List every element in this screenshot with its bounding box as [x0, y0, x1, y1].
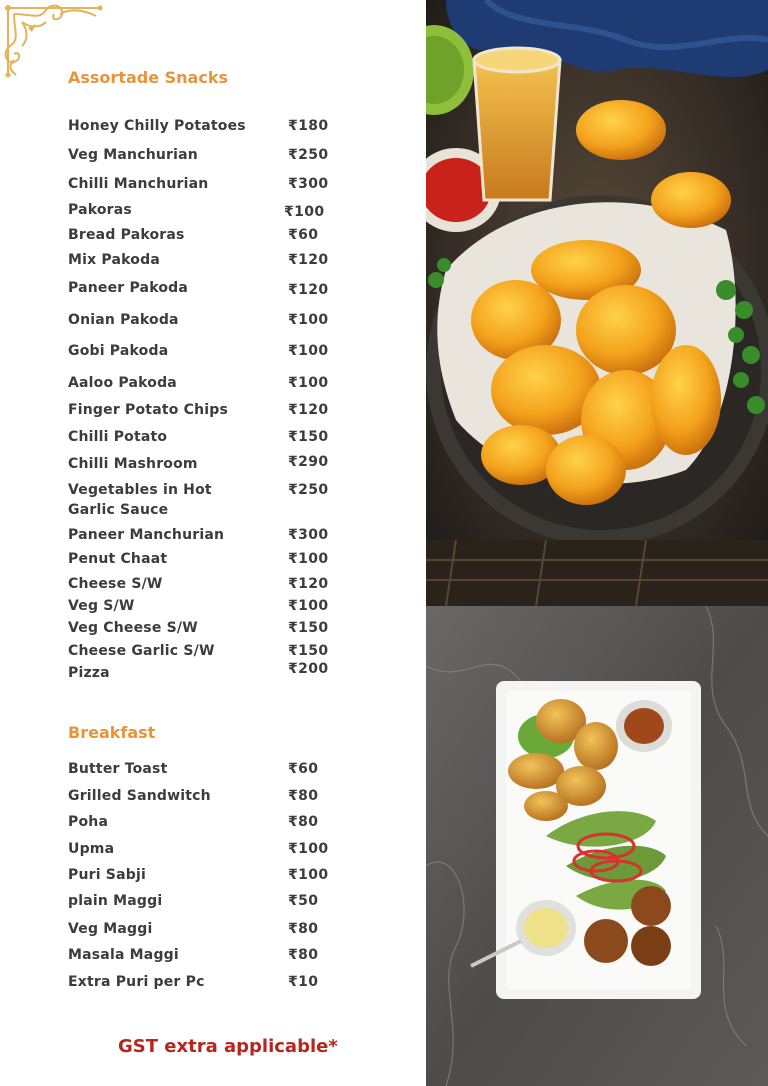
item-name: plain Maggi	[68, 893, 163, 909]
gst-note: GST extra applicable*	[118, 1036, 338, 1057]
item-price: ₹100	[288, 375, 329, 391]
item-name: Paneer Pakoda	[68, 280, 189, 296]
item-price: ₹120	[288, 252, 329, 268]
item-name: Onian Pakoda	[68, 312, 179, 328]
item-name: Chilli Mashroom	[68, 456, 198, 472]
item-price: ₹60	[288, 761, 319, 777]
item-name: Pizza	[68, 665, 110, 681]
item-price: ₹150	[288, 429, 329, 445]
item-price: ₹80	[288, 947, 319, 963]
item-price: ₹290	[288, 454, 329, 470]
item-price: ₹60	[288, 227, 319, 243]
item-name: Veg Cheese S/W	[68, 620, 198, 636]
section-title-snacks: Assortade Snacks	[68, 68, 228, 87]
item-name: Bread Pakoras	[68, 227, 185, 243]
item-name: Masala Maggi	[68, 947, 179, 963]
platter-photo	[426, 606, 768, 1086]
item-price: ₹150	[288, 643, 329, 659]
item-price: ₹120	[288, 576, 329, 592]
item-price: ₹80	[288, 814, 319, 830]
item-name: Aaloo Pakoda	[68, 375, 177, 391]
item-price: ₹100	[288, 343, 329, 359]
item-price: ₹250	[288, 482, 329, 498]
pakoras-photo	[426, 0, 768, 606]
item-name: Grilled Sandwitch	[68, 788, 211, 804]
item-name: Mix Pakoda	[68, 252, 160, 268]
item-price: ₹180	[288, 118, 329, 134]
item-name: Cheese Garlic S/W	[68, 643, 215, 659]
item-name: Veg Maggi	[68, 921, 153, 937]
item-name: Puri Sabji	[68, 867, 146, 883]
item-name: Cheese S/W	[68, 576, 163, 592]
item-price: ₹150	[288, 620, 329, 636]
item-price: ₹80	[288, 921, 319, 937]
item-price: ₹300	[288, 176, 329, 192]
item-name: Veg S/W	[68, 598, 135, 614]
item-name: Honey Chilly Potatoes	[68, 118, 246, 134]
item-price: ₹120	[288, 282, 329, 298]
item-price: ₹200	[288, 661, 329, 677]
item-price: ₹100	[288, 551, 329, 567]
section-title-breakfast: Breakfast	[68, 723, 156, 742]
item-name: Chilli Manchurian	[68, 176, 209, 192]
item-price: ₹50	[288, 893, 319, 909]
item-name: Extra Puri per Pc	[68, 974, 205, 990]
item-price: ₹120	[288, 402, 329, 418]
item-name: Gobi Pakoda	[68, 343, 169, 359]
item-price: ₹100	[284, 204, 325, 220]
item-price: ₹80	[288, 788, 319, 804]
item-price: ₹100	[288, 841, 329, 857]
item-name: Veg Manchurian	[68, 147, 198, 163]
item-price: ₹250	[288, 147, 329, 163]
item-name: Butter Toast	[68, 761, 168, 777]
item-price: ₹10	[288, 974, 319, 990]
item-name: Paneer Manchurian	[68, 527, 225, 543]
item-name: Vegetables in Hot Garlic Sauce	[68, 482, 212, 518]
item-name: Finger Potato Chips	[68, 402, 229, 418]
item-name: Upma	[68, 841, 115, 857]
item-price: ₹100	[288, 312, 329, 328]
item-price: ₹100	[288, 598, 329, 614]
item-price: ₹300	[288, 527, 329, 543]
item-name: Pakoras	[68, 202, 132, 218]
item-price: ₹100	[288, 867, 329, 883]
item-name: Chilli Potato	[68, 429, 168, 445]
item-name: Poha	[68, 814, 109, 830]
item-name: Penut Chaat	[68, 551, 168, 567]
